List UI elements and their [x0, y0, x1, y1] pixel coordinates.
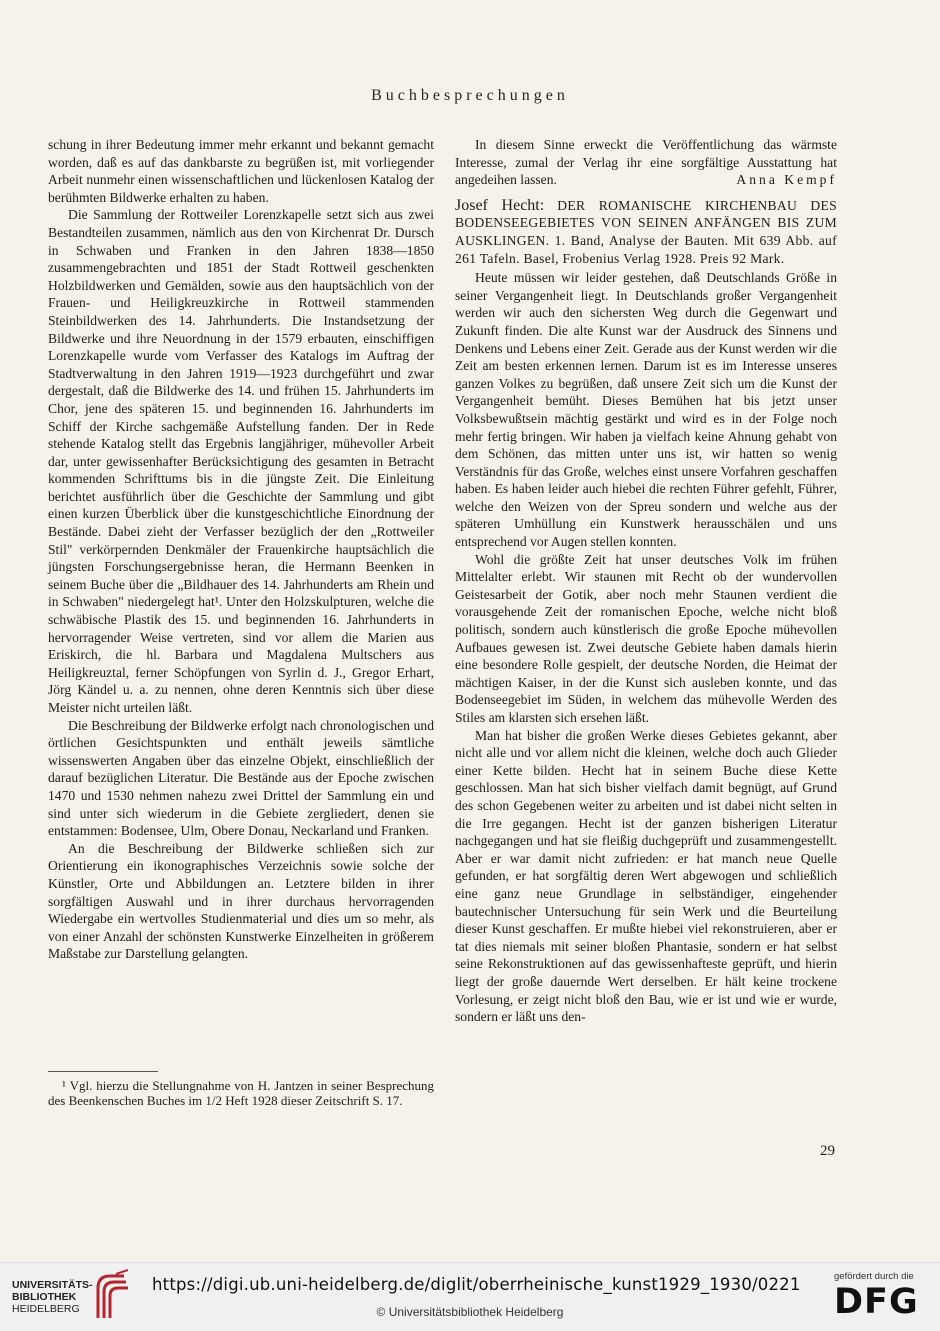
library-name-line-1: UNIVERSITÄTS- [12, 1279, 93, 1291]
viewer-footer [0, 1262, 940, 1331]
left-column [48, 136, 434, 963]
copyright-notice: © Universitätsbibliothek Heidelberg [376, 1305, 564, 1319]
right-paragraph-1: Heute müssen wir leider gestehen, daß Deutschlands Größe in seiner Vergangenheit liegt. In Deutschlands großer Vergangenheit werden wir auch den sichersten Weg durch die Gegenwart und Zukunft finden. Die alte Kunst war der Ausdruck des Sinnens und Denkens und Lebens einer Zeit. Gerade aus der Kunst werden wir die Zeit am besten erkennen lernen. Darum ist es im Interesse unseres ganzen Volkes zu begrüßen, daß unsere Zeit sich um die Kunst der Vergangenheit bemüht. Dieses Bemühen hat bis jetzt unser Volksbewußtsein mächtig gestärkt und wird es in der Folge noch mehr fertig bringen. Wir haben ja vielfach keine Ahnung gehabt von dem Schönen, das mitten unter uns ist, wir hatten so wenig Verständnis für das Große, welches einst unsere Vorfahren geschaffen haben. Es haben leider auch hiebei die rechten Führer gefehlt, Führer, welche den Weizen von der Spreu sondern und welche aus der späteren Umhüllung ein Kunstwerk herausschälen und uns entsprechend vor Augen stellen konnten. [455, 270, 837, 550]
review-signature: Anna Kempf [736, 172, 837, 188]
left-paragraph-1: schung in ihrer Bedeutung immer mehr erkannt und bekannt gemacht worden, daß es auf das dankbarste zu begrüßen ist, mit vorliegender Arbeit nunmehr einen wissenschaftlichen und lückenlosen Katalog der berühmten Bildwerke erhalten zu haben. [48, 137, 434, 205]
dfg-logo: DFG [834, 1282, 919, 1322]
document-url-link[interactable]: https://digi.ub.uni-heidelberg.de/diglit/oberrheinische_kunst1929_1930/0221 [152, 1275, 801, 1294]
library-name-line-3: HEIDELBERG [12, 1303, 80, 1315]
right-paragraph-3: Man hat bisher die großen Werke dieses Gebietes gekannt, aber nicht alle und vor allem nicht die kleinen, welche doch auch Glieder einer Kette bilden. Hecht hat in seinem Buche diese Kette geschlossen. Man hat sich bisher vielfach damit begnügt, auf Grund des schon Gegebenen weiter zu arbeiten und ist dabei nicht selten in die Irre gegangen. Hecht ist der ganzen bisherigen Literatur nachgegangen und hat sie fleißig duchgeprüft und zusammengestellt. Aber er war damit nicht zufrieden: er hat manch neue Quelle gefunden, er hat sorgfältig deren Wert abgewogen und schließlich eine ganz neue Grundlage in selbständiger, eingehender bautechnischer Untersuchung für sein Werk und die Beurteilung dieser Kunst geschaffen. Er mußte hiebei viel rekonstruieren, aber er tat dies niemals mit seiner bloßen Phantasie, sondern er hat selbst seine Rekonstruktionen auf das gewissenhafteste geprüft, und hierin liegt der große dauernde Wert derselben. Er hält keine trockene Vorlesung, er zeigt nicht bloß den Bau, wie er ist und wie er wurde, sondern er läßt uns den- [455, 727, 837, 1025]
funder-caption: gefördert durch die [834, 1271, 914, 1282]
footnote [48, 1078, 434, 1108]
review-author: Josef Hecht: [455, 196, 545, 214]
left-paragraph-2: Die Sammlung der Rottweiler Lorenzkapelle setzt sich aus zwei Bestandteilen zusammen, nämlich aus den von Kirchenrat Dr. Dursch in Schwaben und Franken in den Jahren 1838—1850 zusammengebrachten und 1851 der Stadt Rottweil geschenkten Holzbildwerken und Gemälden, sowie aus den hauptsächlich von der Frauen- und Heiligkreuzkirche in Rottweil stammenden Steinbildwerken des 14. Jahrhunderts. Die Instandsetzung der Bildwerke und ihre Neuordnung in der 1579 erbauten, einschiffigen Lorenzkapelle wurde vom Verfasser des Katalogs im Auftrag der Stadtverwaltung in den Jahren 1919—1923 durchgeführt und zwar dergestalt, daß die Bildwerke des 14. und frühen 15. Jahrhunderts im Chor, jene des späteren 15. und beginnenden 16. Jahrhunderts im Schiff der Kirche sachgemäße Aufstellung fanden. Der in Rede stehende Katalog stellt das Ergebnis langjähriger, mühevoller Arbeit dar, unter gewissenhafter Berücksichtigung des gesamten in Betracht kommenden Schrifttums bis in die jüngste Zeit. Die Einleitung berichtet ausführlich über die Geschichte der Sammlung und gibt einen kurzen Überblick über die kunstgeschichtliche Einordnung der Bestände. Dabei zieht der Verfasser bezüglich der den „Rottweiler Stil" verkörpernden Denkmäler der Frauenkirche hauptsächlich die jüngsten Forschungsergebnisse heran, die Hermann Beenken in seinem Buche über die „Bildhauer des 14. Jahrhunderts am Rhein und in Schwaben" niedergelegt hat¹. Unter den Holzskulpturen, welche die schwäbische Plastik des 15. und beginnenden 16. Jahrhunderts in hervorragender Weise vertreten, sind vor allem die Marien aus Eriskirch, die hl. Barbara und Magdalena Multschers aus Heiligkreuztal, ferner Schöpfungen von Syrlin d. J., Gregor Erhart, Jörg Kändel u. a. zu nennen, ohne deren Kenntnis sich über diese Meister nicht urteilen läßt. [48, 207, 434, 715]
footnote-divider [48, 1071, 158, 1072]
right-paragraph-2: Wohl die größte Zeit hat unser deutsches Volk im frühen Mittelalter erlebt. Wir staunen mit Recht ob der wundervollen Geistesarbeit der Gotik, aber noch mehr Staunen verdient die vorausgehende Zeit der romanischen Epoche, welche nicht bloß politisch, sondern auch künstlerisch die große Epoche mühevollen Aufbaues gewesen ist. Zwei deutsche Gebiete haben damals hierin eine besondere Rolle gespielt, der deutsche Norden, die Heimat der mächtigen Kaiser, in der die Kunst sich ausleben konnte, und das Bodenseegebiet im Süden, in welchem das mühevolle Werden des Stiles am klarsten sich ersehen läßt. [455, 551, 837, 725]
review-heading [455, 197, 837, 267]
library-name-line-2: BIBLIOTHEK [12, 1291, 77, 1303]
right-intro-text: In diesem Sinne erweckt die Veröffentlichung das wärmste Interesse, zumal der Verlag ihr eine sorgfältige Ausstattung hat angedeihen lassen. [455, 137, 837, 188]
right-intro-paragraph [455, 136, 837, 189]
page-number: 29 [820, 1143, 835, 1159]
running-head: Buchbesprechungen [371, 87, 569, 104]
left-paragraph-3: Die Beschreibung der Bildwerke erfolgt nach chronologischen und örtlichen Gesichtspunkten und enthält jeweils sämtliche wissenswerten Angaben über das einzelne Objekt, einschließlich der darauf bezüglichen Literatur. Die Bestände aus der Epoche zwischen 1470 und 1530 nehmen nahezu zwei Drittel der Sammlung ein und sind unter sich wiederum in die Gebiete zergliedert, denen sie entstammen: Bodensee, Ulm, Obere Donau, Neckarland und Franken. [48, 717, 434, 839]
footnote-text: ¹ Vgl. hierzu die Stellungnahme von H. Jantzen in seiner Besprechung des Beenkenschen Buches im 1/2 Heft 1928 dieser Zeitschrift S. 17. [48, 1078, 434, 1108]
review-book-title: DER ROMANISCHE KIRCHENBAU DES BODENSEEGEBIETES VON SEINEN ANFÄNGEN BIS ZUM AUSKLINGEN. 1. Band, Analyse der Bauten. Mit 639 Abb. auf 261 Tafeln. Basel, Frobenius Verlag 1928. Preis 92 Mark. [455, 197, 838, 266]
right-column [455, 136, 837, 1026]
left-paragraph-4: An die Beschreibung der Bildwerke schließen sich zur Orientierung ein ikonographisches Verzeichnis sowie solche der Künstler, Orte und Abbildungen an. Letztere bilden in ihrer sorgfältigen Auswahl und in ihrer durchaus hervorragenden Wiedergabe ein wertvolles Studienmaterial und dies um so mehr, als von einer Anzahl der schönsten Kunstwerke Einzelheiten in größerem Maßstabe zur Darstellung gelangten. [48, 840, 434, 962]
